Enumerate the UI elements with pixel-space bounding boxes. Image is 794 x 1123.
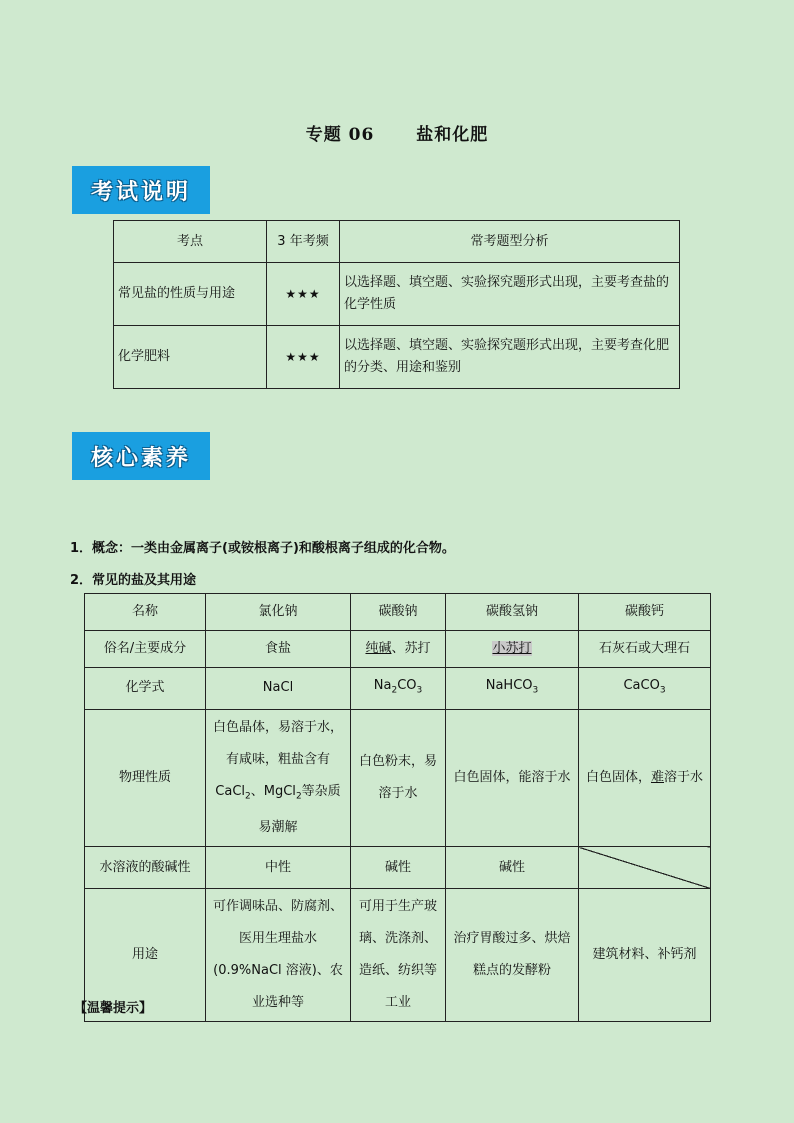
row-label: 化学式 [85,668,206,710]
common-name-part: 纯碱 [365,641,392,656]
formula-part: CaCO [623,678,660,693]
formula [446,668,579,710]
text-part: 白色固体， [585,769,651,785]
formula-part: CO [397,678,417,693]
salt-name: 氯化钠 [206,594,351,631]
text-part: 溶于水 [664,769,704,785]
row-label: 俗名/主要成分 [85,631,206,668]
formula-subscript: 3 [532,685,539,696]
row-freq: ★★★ [267,263,340,326]
header-point: 考点 [114,221,267,263]
usage: 可用于生产玻璃、洗涤剂、造纸、纺织等工业 [351,889,446,1022]
physical-property: 白色粉末，易溶于水 [351,709,446,847]
salt-name: 碳酸钠 [351,594,446,631]
topic-number: 专题 06 [305,125,375,145]
solution-ph: 碱性 [351,847,446,889]
formula-subscript: 2 [245,791,251,802]
formula: NaCl [206,668,351,710]
row-analysis: 以选择题、填空题、实验探究题形式出现，主要考查化肥的分类、用途和鉴别 [340,326,680,389]
text-part: 难 [650,769,664,785]
page-title [0,120,794,145]
header-analysis: 常考题型分析 [340,221,680,263]
formula-subscript: 2 [391,685,398,696]
row-point: 常见盐的性质与用途 [114,263,267,326]
common-name [446,631,579,668]
text-part: CaCl [215,783,246,799]
common-name-part: 、苏打 [391,641,431,656]
topic-name: 盐和化肥 [416,125,489,145]
formula-subscript: 3 [416,685,423,696]
row-point: 化学肥料 [114,326,267,389]
usage: 建筑材料、补钙剂 [579,889,711,1022]
row-label: 物理性质 [85,709,206,847]
physical-property: 白色固体，能溶于水 [446,709,579,847]
formula-subscript: 2 [295,791,302,802]
physical-property [579,709,711,847]
row-freq: ★★★ [267,326,340,389]
formula-part: NaHCO [485,678,533,693]
formula-part: Na [373,678,392,693]
usage: 治疗胃酸过多、烘焙糕点的发酵粉 [446,889,579,1022]
row-analysis: 以选择题、填空题、实验探究题形式出现，主要考查盐的化学性质 [340,263,680,326]
physical-property [206,709,351,847]
common-name: 食盐 [206,631,351,668]
exam-description-banner: 考试说明 [72,166,210,214]
row-label: 用途 [85,889,206,1022]
exam-table [113,220,680,389]
common-name: 石灰石或大理石 [579,631,711,668]
text-part: 、MgCl [250,783,296,799]
solution-ph: 中性 [206,847,351,889]
diagonal-empty-cell [579,847,711,889]
salt-table [84,593,711,1022]
common-name-part: 小苏打 [492,641,532,656]
formula [351,668,446,710]
solution-ph: 碱性 [446,847,579,889]
header-freq: 3 年考频 [267,221,340,263]
row-label: 水溶液的酸碱性 [85,847,206,889]
formula [579,668,711,710]
salt-name: 碳酸钙 [579,594,711,631]
text-part: 白色晶体，易溶于水，有咸味，粗盐含有 [212,719,343,767]
concept-text: 1．概念：一类由金属离子(或铵根离子)和酸根离子组成的化合物。 [70,541,455,556]
tip-heading: 【温馨提示】 [74,1001,153,1016]
core-literacy-banner: 核心素养 [72,432,210,480]
formula-subscript: 3 [659,685,666,696]
usage: 可作调味品、防腐剂、医用生理盐水(0.9%NaCl 溶液)、农业选种等 [206,889,351,1022]
section-heading: 2．常见的盐及其用途 [70,573,197,588]
common-name [351,631,446,668]
text-part: 等杂质易潮解 [258,783,341,836]
salt-name: 碳酸氢钠 [446,594,579,631]
row-label: 名称 [85,594,206,631]
